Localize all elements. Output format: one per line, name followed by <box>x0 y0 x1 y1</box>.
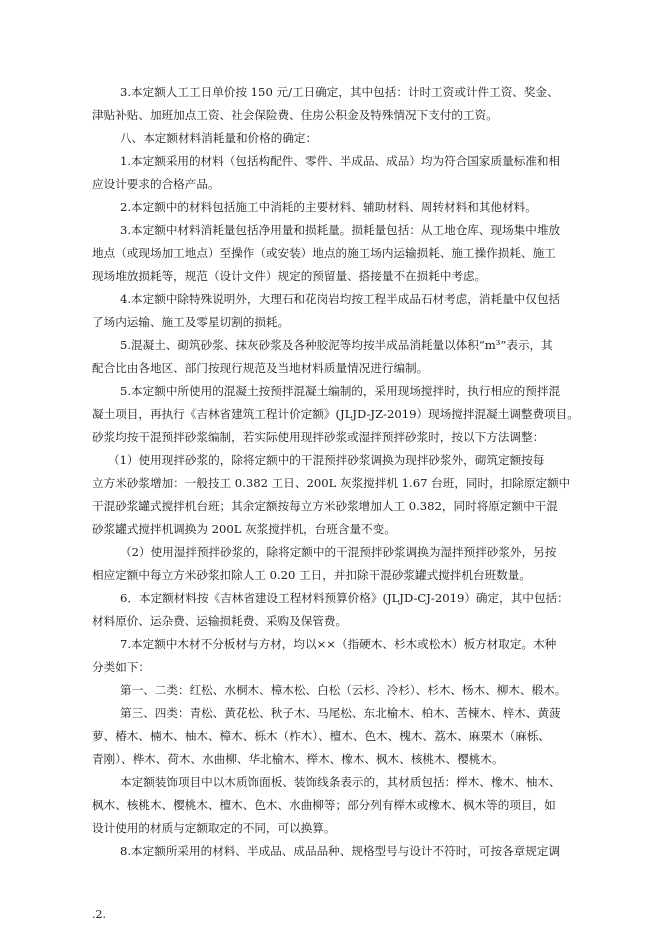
page-number: .2. <box>92 908 106 921</box>
text-line: 凝土项目，再执行《吉林省建筑工程计价定额》(JLJD-JZ-2019）现场搅拌混凝土调整费项目。 <box>92 407 579 421</box>
text-line: 4.本定额中除特殊说明外，大理石和花岗岩均按工程半成品石材考虑，消耗量中仅包括 <box>120 292 561 306</box>
text-line: 8.本定额所采用的材料、半成品、成品品种、规格型号与设计不符时，可按各章规定调 <box>120 844 561 858</box>
text-line: 应设计要求的合格产品。 <box>92 177 220 191</box>
text-line: 相应定额中每立方米砂浆扣除人工 0.20 工日，并扣除干混砂浆罐式搅拌机台班数量。 <box>92 568 531 582</box>
text-line: （2）使用湿拌预拌砂浆的，除将定额中的干混预拌砂浆调换为湿拌预拌砂浆外，另按 <box>120 545 557 559</box>
text-line: 立方米砂浆增加：一般技工 0.382 工日、200L 灰浆搅拌机 1.67 台班，同时，扣除原定额中 <box>92 476 571 490</box>
text-line: 干混砂浆罐式搅拌机台班；其余定额按每立方米砂浆增加人工 0.382，同时将原定额中干混 <box>92 499 558 513</box>
text-line: 现场堆放损耗等，规范（设计文件）规定的预留量、搭接量不在损耗中考虑。 <box>92 269 487 283</box>
section-heading: 八、本定额材料消耗量和价格的确定： <box>120 131 318 145</box>
text-line: 分类如下： <box>92 660 150 674</box>
text-line: 5.本定额中所使用的混凝土按预拌混凝土编制的，采用现场搅拌时，执行相应的预拌混 <box>120 384 561 398</box>
text-line: （1）使用现拌砂浆的，除将定额中的干混预拌砂浆调换为现拌砂浆外，砌筑定额按每 <box>108 453 545 467</box>
text-line: 了场内运输、施工及零星切割的损耗。 <box>92 315 290 329</box>
text-line: 设计使用的材质与定额取定的不同，可以换算。 <box>92 821 336 835</box>
text-line: 6．本定额材料按《吉林省建设工程材料预算价格》(JLJD-CJ-2019）确定，其中包括： <box>120 591 569 605</box>
text-line: 本定额装饰项目中以木质饰面板、装饰线条表示的，其材质包括：榉木、橡木、柚木、 <box>120 775 561 789</box>
text-line: 材料原价、运杂费、运输损耗费、采购及保管费。 <box>92 614 348 628</box>
text-line: 津贴补贴、加班加点工资、社会保险费、住房公积金及特殊情况下支付的工资。 <box>92 108 498 122</box>
text-line: 枫木、核桃木、樱桃木、檀木、色木、水曲柳等；部分列有榉木或橡木、枫木等的项目，如 <box>92 798 556 812</box>
text-line: 第三、四类：青松、黄花松、秋子木、马尾松、东北榆木、柏木、苦楝木、梓木、黄菠 <box>120 706 561 720</box>
text-line: 第一、二类：红松、水桐木、樟木松、白松（云杉、冷杉）、杉木、杨木、柳木、椴木。 <box>120 683 567 697</box>
text-line: 3.本定额人工工日单价按 150 元/工日确定，其中包括：计时工资或计件工资、奖金、 <box>120 85 559 99</box>
text-line: 5.混凝土、砌筑砂浆、抹灰砂浆及各种胶泥等均按半成品消耗量以体积“m³”表示，其 <box>120 338 553 352</box>
text-line: 地点（或现场加工地点）至操作（或安装）地点的施工场内运输损耗、施工操作损耗、施工 <box>92 246 556 260</box>
text-line: 3.本定额中材料消耗量包括净用量和损耗量。损耗量包括：从工地仓库、现场集中堆放 <box>120 223 561 237</box>
text-line: 萝、椿木、楠木、柚木、樟木、栎木（柞木）、檀木、色木、槐木、荔木、麻栗木（麻栎、 <box>92 729 550 743</box>
text-line: 青刚）、桦木、荷木、水曲柳、华北榆木、榉木、橡木、枫木、核桃木、樱桃木。 <box>92 752 504 766</box>
text-line: 7.本定额中木材不分板材与方材，均以××（指硬木、杉木或松木）板方材取定。木种 <box>120 637 557 651</box>
text-line: 砂浆罐式搅拌机调换为 200L 灰浆搅拌机，台班含量不变。 <box>92 522 396 536</box>
text-line: 配合比由各地区、部门按现行规范及当地材料质量情况进行编制。 <box>92 361 429 375</box>
text-line: 砂浆均按干混预拌砂浆编制，若实际使用现拌砂浆或湿拌预拌砂浆时，按以下方法调整： <box>92 430 545 444</box>
text-line: 2.本定额中的材料包括施工中消耗的主要材料、辅助材料、周转材料和其他材料。 <box>120 200 537 214</box>
text-line: 1.本定额采用的材料（包括构配件、零件、半成品、成品）均为符合国家质量标准和相 <box>120 154 561 168</box>
